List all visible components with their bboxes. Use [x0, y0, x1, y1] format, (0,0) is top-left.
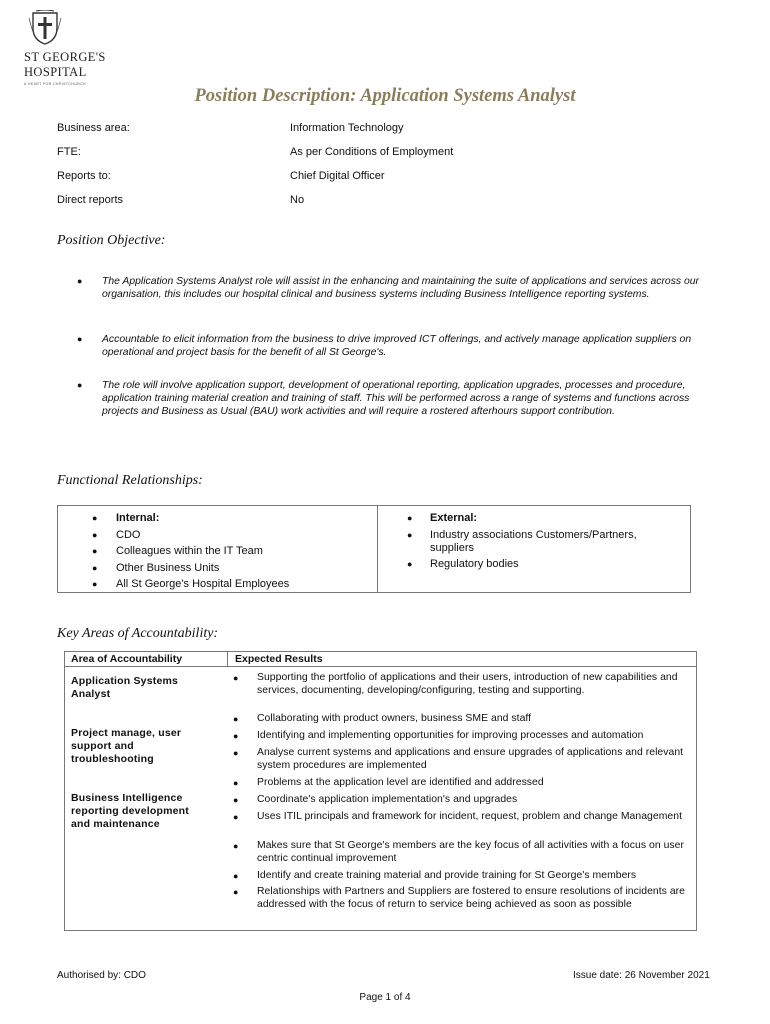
- external-heading: External:: [430, 512, 478, 524]
- expected-result: Identify and create training material and provide training for St George's members: [257, 870, 637, 881]
- bullet-icon: ●: [407, 559, 413, 569]
- functional-relationships-table: [57, 505, 691, 593]
- page-number: Page 1 of 4: [359, 992, 411, 1003]
- logo-name-line1: ST GEORGE'S: [24, 50, 106, 64]
- bullet-icon: ●: [233, 887, 239, 897]
- table-divider: [227, 652, 228, 666]
- expected-result: Problems at the application level are identified and addressed: [257, 777, 544, 788]
- expected-result: Collaborating with product owners, business SME and staff: [257, 713, 532, 724]
- internal-item: Other Business Units: [116, 562, 220, 574]
- page-title: Position Description: Application Systems Analyst: [194, 86, 576, 106]
- internal-item: CDO: [116, 529, 141, 541]
- bullet-icon: ●: [233, 714, 239, 724]
- functional-heading: Functional Relationships:: [57, 473, 203, 488]
- info-value-business-area: Information Technology: [290, 122, 404, 134]
- external-item: Industry associations Customers/Partners, suppliers: [430, 529, 637, 554]
- expected-result: Relationships with Partners and Suppliers are fostered to ensure resolutions of incidents are addressed with the focus of return to service being achieved as soon as possible: [257, 886, 686, 910]
- accountability-area: Application Systems Analyst: [71, 675, 179, 700]
- bullet-icon: ●: [407, 513, 413, 523]
- internal-item: All St George's Hospital Employees: [116, 578, 290, 590]
- issue-date: Issue date: 26 November 2021: [573, 970, 710, 981]
- expected-result: Uses ITIL principals and framework for incident, request, problem and change Management: [257, 811, 683, 822]
- info-value-fte: As per Conditions of Employment: [290, 146, 454, 158]
- column-header-results: Expected Results: [235, 653, 323, 665]
- bullet-icon: ●: [92, 579, 98, 589]
- bullet-icon: ●: [233, 841, 239, 851]
- bullet-icon: ●: [233, 673, 239, 683]
- accountability-table: [64, 651, 697, 931]
- bullet-icon: ●: [77, 380, 83, 390]
- logo-tagline: A HEART FOR CHRISTCHURCH: [24, 82, 86, 86]
- info-label-fte: FTE:: [57, 146, 81, 158]
- expected-result: Makes sure that St George's members are the key focus of all activities with a focus on user centric continual improvement: [257, 840, 685, 864]
- bullet-icon: ●: [233, 731, 239, 741]
- bullet-icon: ●: [233, 871, 239, 881]
- objective-heading: Position Objective:: [57, 233, 166, 248]
- bullet-icon: ●: [233, 778, 239, 788]
- expected-result: Analyse current systems and applications and ensure upgrades of applications and relevant system procedures are implemented: [257, 747, 684, 771]
- info-label-direct-reports: Direct reports: [57, 194, 124, 206]
- accountability-area: Business Intelligence reporting development and maintenance: [71, 792, 189, 830]
- info-value-direct-reports: No: [290, 194, 305, 206]
- accountability-area: Project manage, user support and troubleshooting: [71, 727, 182, 765]
- info-label-reports-to: Reports to:: [57, 170, 111, 182]
- accountability-heading: Key Areas of Accountability:: [57, 626, 219, 641]
- internal-item: Colleagues within the IT Team: [116, 545, 263, 557]
- info-label-business-area: Business area:: [57, 122, 130, 134]
- objective-item: The Application Systems Analyst role will assist in the enhancing and maintaining the suite of applications and services across our organisation, this includes our hospital clinical and business systems including Business Intelligence reporting systems.: [102, 276, 700, 300]
- expected-result: Coordinate's application implementation's and upgrades: [257, 794, 518, 805]
- bullet-icon: ●: [233, 812, 239, 822]
- bullet-icon: ●: [233, 748, 239, 758]
- crest-icon: [28, 10, 62, 46]
- bullet-icon: ●: [77, 276, 83, 286]
- authorised-by: Authorised by: CDO: [57, 970, 146, 981]
- bullet-icon: ●: [92, 530, 98, 540]
- external-item: Regulatory bodies: [430, 558, 519, 570]
- bullet-icon: ●: [92, 546, 98, 556]
- bullet-icon: ●: [233, 795, 239, 805]
- objective-item: Accountable to elicit information from the business to drive improved ICT offerings, and actively manage application suppliers on operational and project basis for the benefit of all St George's.: [102, 334, 692, 358]
- table-header-line: [65, 666, 696, 667]
- info-value-reports-to: Chief Digital Officer: [290, 170, 385, 182]
- column-header-area: Area of Accountability: [71, 653, 183, 665]
- logo-name-line2: HOSPITAL: [24, 65, 87, 79]
- internal-heading: Internal:: [116, 512, 160, 524]
- bullet-icon: ●: [77, 334, 83, 344]
- expected-result: Identifying and implementing opportunities for improving processes and automation: [257, 730, 644, 741]
- bullet-icon: ●: [92, 513, 98, 523]
- bullet-icon: ●: [92, 563, 98, 573]
- expected-result: Supporting the portfolio of applications and their users, introduction of new capabilities and services, documenting, developing/configuring, testing and supporting.: [257, 672, 678, 696]
- hospital-logo: [24, 10, 114, 88]
- bullet-icon: ●: [407, 530, 413, 540]
- objective-item: The role will involve application support, development of operational reporting, application upgrades, processes and procedure, application training material creation and training of staff. This will be performed across a range of systems and functions across projects and Business as Usual (BAU) work activities and will require a rostered afterhours support contribution.: [102, 380, 690, 417]
- table-divider: [377, 506, 378, 592]
